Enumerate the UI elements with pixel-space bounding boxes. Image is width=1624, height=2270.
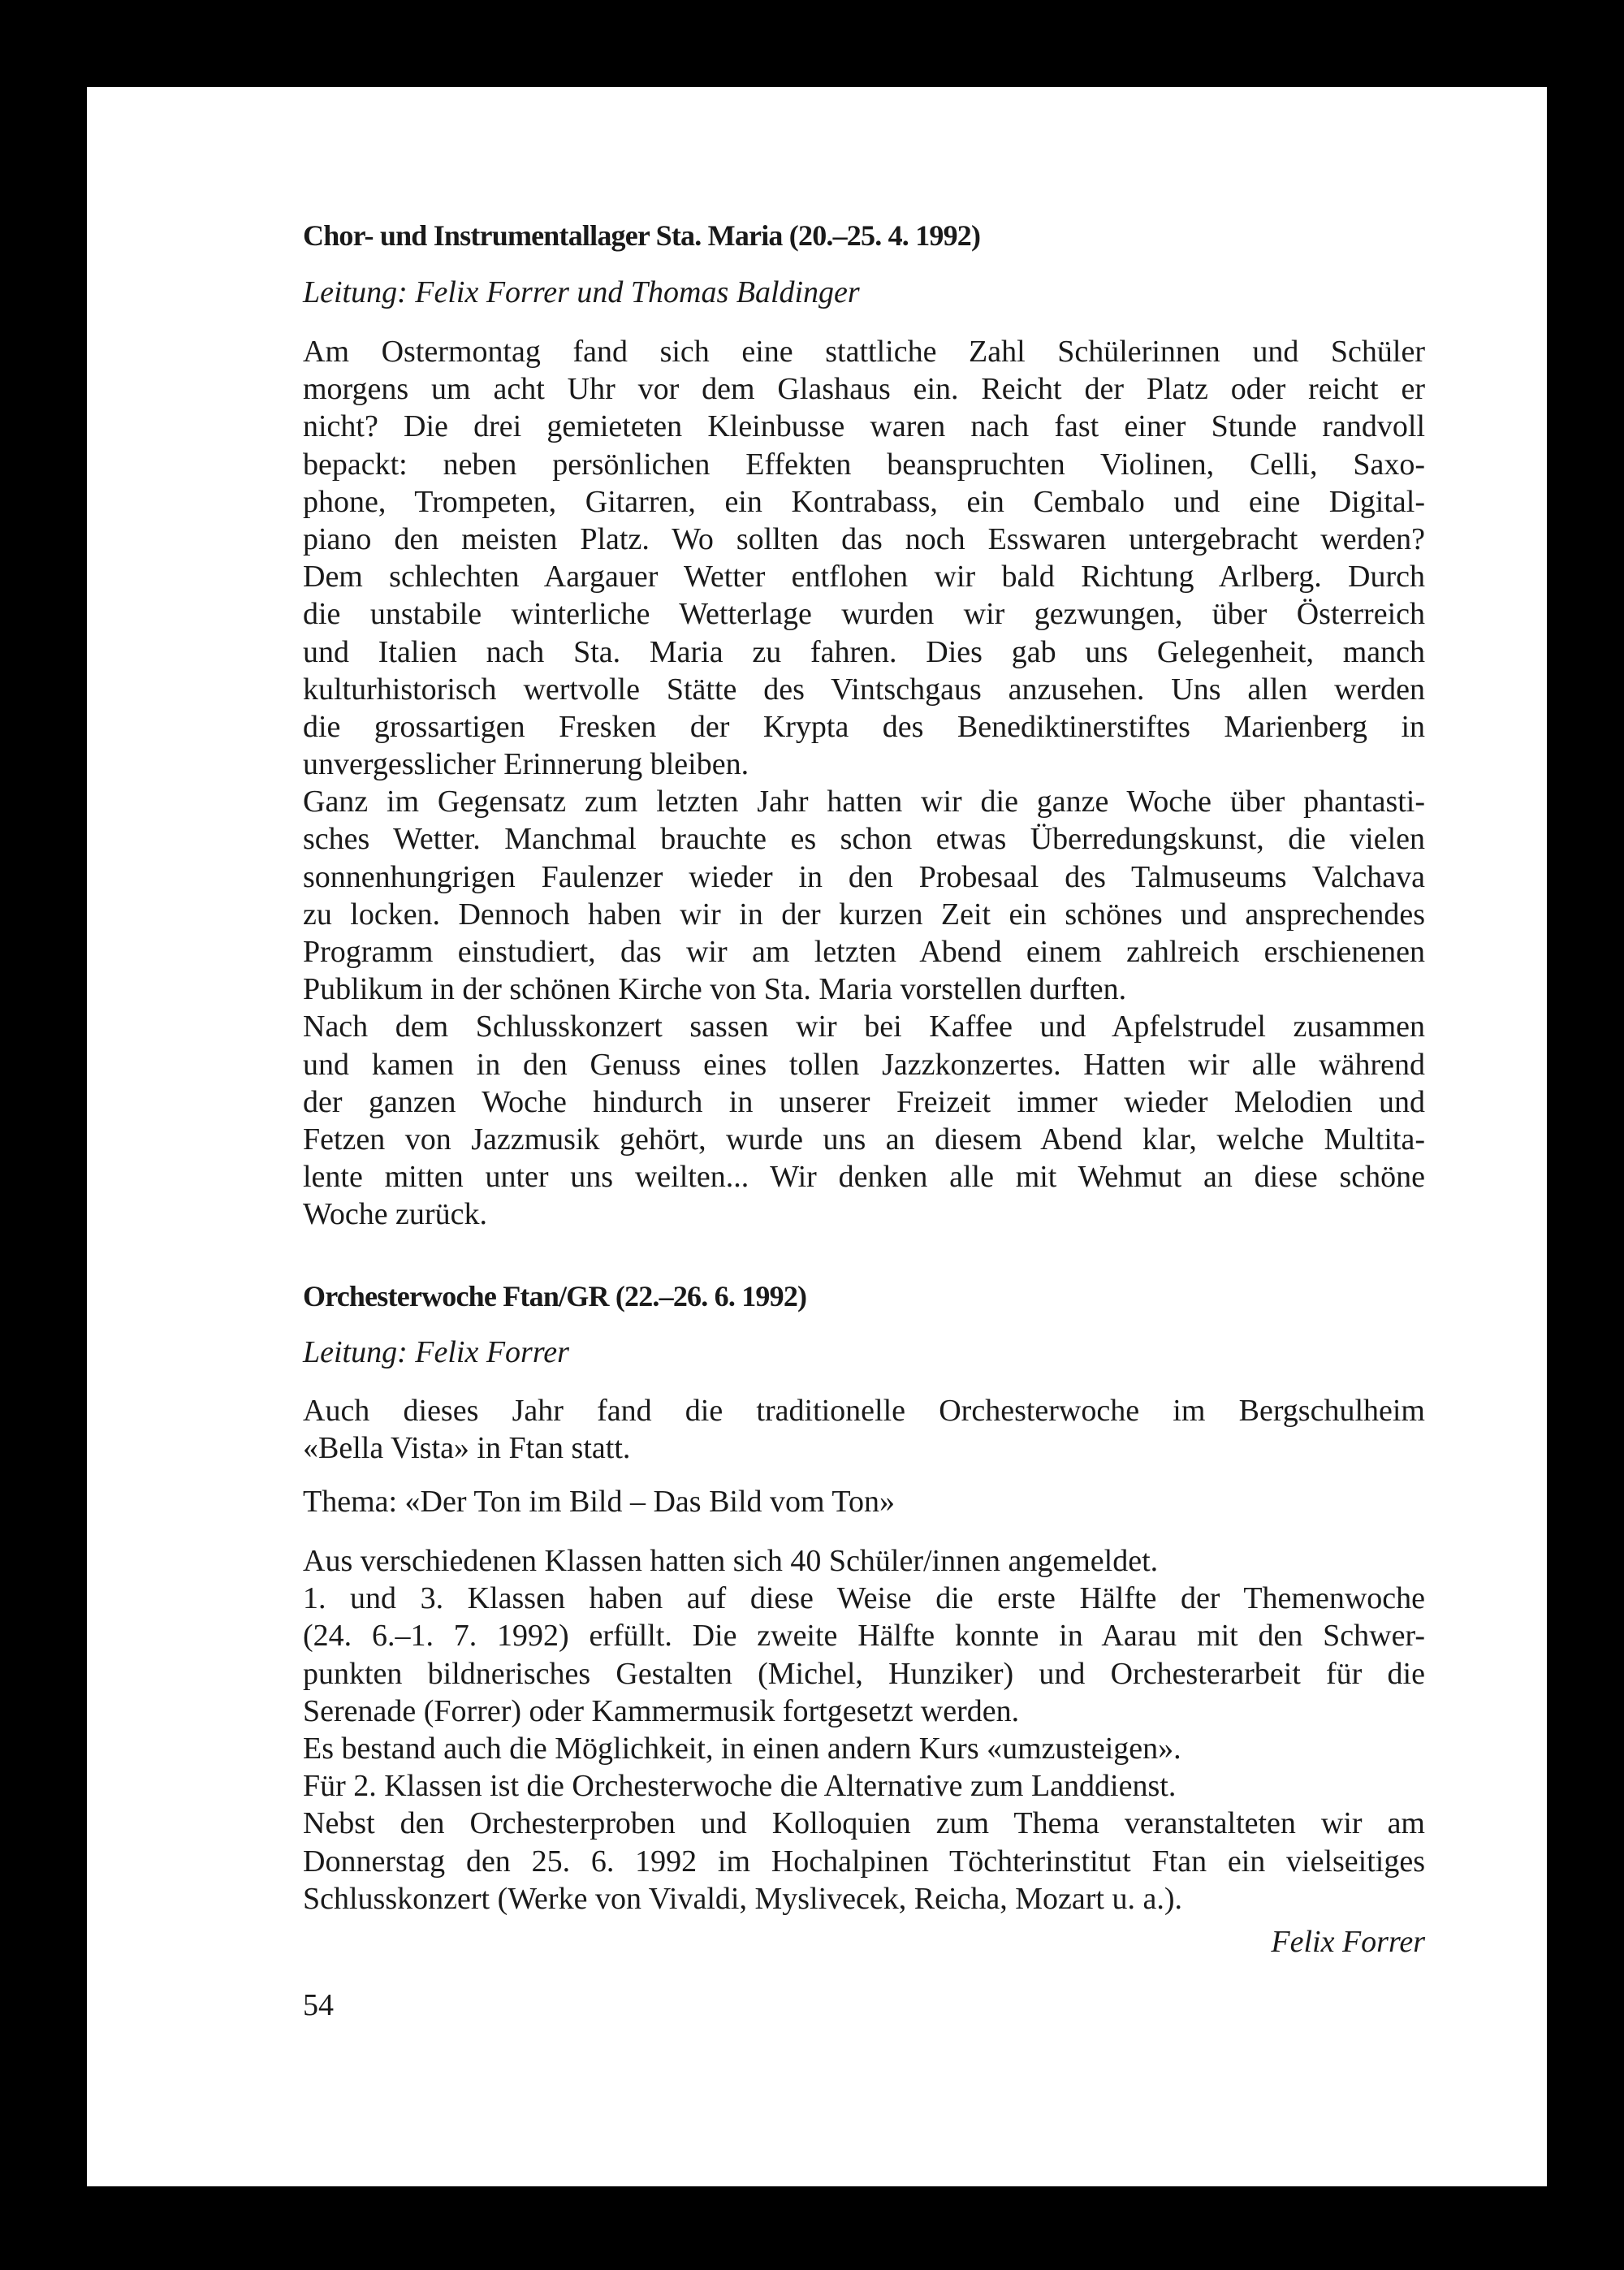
text-line: die grossartigen Fresken der Krypta des Benediktinerstiftes Marienberg in	[303, 709, 1425, 744]
text-line: Auch dieses Jahr fand die traditionelle Orchesterwoche im Bergschulheim	[303, 1394, 1425, 1428]
page-number: 54	[303, 1988, 334, 2022]
text-line: kulturhistorisch wertvolle Stätte des Vintschgaus anzusehen. Uns allen werden	[303, 672, 1425, 707]
text-line: punkten bildnerisches Gestalten (Michel, Hunziker) und Orchesterarbeit für die	[303, 1656, 1425, 1691]
section2-heading: Orchesterwoche Ftan/GR (22.–26. 6. 1992)	[303, 1280, 807, 1312]
text-line: (24. 6.–1. 7. 1992) erfüllt. Die zweite Hälfte konnte in Aarau mit den Schwer-	[303, 1619, 1425, 1654]
text-line: «Bella Vista» in Ftan statt.	[303, 1431, 631, 1466]
text-line: die unstabile winterliche Wetterlage wurden wir gezwungen, über Österreich	[303, 597, 1425, 632]
text-line: Nebst den Orchesterproben und Kolloquien zum Thema veranstalteten wir am	[303, 1806, 1425, 1841]
text-line: piano den meisten Platz. Wo sollten das noch Esswaren untergebracht werden?	[303, 521, 1425, 556]
text-line: Programm einstudiert, das wir am letzten Abend einem zahlreich erschienenen	[303, 935, 1425, 969]
text-line: zu locken. Dennoch haben wir in der kurzen Zeit ein schönes und ansprechendes	[303, 897, 1425, 932]
text-line: Serenade (Forrer) oder Kammermusik fortgesetzt werden.	[303, 1693, 1020, 1728]
text-line: Dem schlechten Aargauer Wetter entflohen wir bald Richtung Arlberg. Durch	[303, 560, 1425, 595]
text-line: Nach dem Schlusskonzert sassen wir bei Kaffee und Apfelstrudel zusammen	[303, 1010, 1425, 1044]
section1-body	[303, 333, 1425, 1234]
text-line: phone, Trompeten, Gitarren, ein Kontrabass, ein Cembalo und eine Digital-	[303, 484, 1425, 519]
section1-heading: Chor- und Instrumentallager Sta. Maria (20.–25. 4. 1992)	[303, 219, 981, 252]
text-line: sonnenhungrigen Faulenzer wieder in den Probesaal des Talmuseums Valchava	[303, 859, 1425, 894]
section2-thema: Thema: «Der Ton im Bild – Das Bild vom Ton»	[303, 1485, 895, 1519]
text-line: unvergesslicher Erinnerung bleiben.	[303, 747, 749, 782]
text-line: 1. und 3. Klassen haben auf diese Weise die erste Hälfte der Themenwoche	[303, 1581, 1425, 1616]
text-line: Ganz im Gegensatz zum letzten Jahr hatten wir die ganze Woche über phantasti-	[303, 785, 1425, 819]
text-line: Fetzen von Jazzmusik gehört, wurde uns an diesem Abend klar, welche Multita-	[303, 1122, 1425, 1157]
text-line: und kamen in den Genuss eines tollen Jazzkonzertes. Hatten wir alle während	[303, 1047, 1425, 1082]
section2-body	[303, 1542, 1425, 1918]
section2-leitung: Leitung: Felix Forrer	[303, 1335, 569, 1369]
text-line: Am Ostermontag fand sich eine stattliche Zahl Schülerinnen und Schüler	[303, 335, 1425, 369]
text-line: der ganzen Woche hindurch in unserer Freizeit immer wieder Melodien und	[303, 1084, 1425, 1119]
text-line: morgens um acht Uhr vor dem Glashaus ein. Reicht der Platz oder reicht er	[303, 372, 1425, 407]
text-line: Publikum in der schönen Kirche von Sta. Maria vorstellen durften.	[303, 972, 1127, 1007]
signature: Felix Forrer	[1271, 1925, 1425, 1959]
text-line: Woche zurück.	[303, 1197, 487, 1232]
text-line: nicht? Die drei gemieteten Kleinbusse waren nach fast einer Stunde randvoll	[303, 409, 1425, 444]
text-line: Aus verschiedenen Klassen hatten sich 40 Schüler/innen angemeldet.	[303, 1544, 1159, 1578]
text-line: Es bestand auch die Möglichkeit, in einen andern Kurs «umzusteigen».	[303, 1731, 1181, 1766]
text-line: bepackt: neben persönlichen Effekten beanspruchten Violinen, Celli, Saxo-	[303, 447, 1425, 482]
text-line: und Italien nach Sta. Maria zu fahren. Dies gab uns Gelegenheit, manch	[303, 634, 1425, 669]
section1-leitung: Leitung: Felix Forrer und Thomas Baldinger	[303, 275, 860, 309]
text-line: Donnerstag den 25. 6. 1992 im Hochalpinen Töchterinstitut Ftan ein vielseitiges	[303, 1844, 1425, 1879]
text-line: lente mitten unter uns weilten... Wir denken alle mit Wehmut an diese schöne	[303, 1160, 1425, 1195]
section2-intro	[303, 1392, 1425, 1467]
text-line: Für 2. Klassen ist die Orchesterwoche die Alternative zum Landdienst.	[303, 1769, 1177, 1804]
text-line: sches Wetter. Manchmal brauchte es schon etwas Überredungskunst, die vielen	[303, 822, 1425, 857]
text-line: Schlusskonzert (Werke von Vivaldi, Myslivecek, Reicha, Mozart u. a.).	[303, 1881, 1182, 1916]
